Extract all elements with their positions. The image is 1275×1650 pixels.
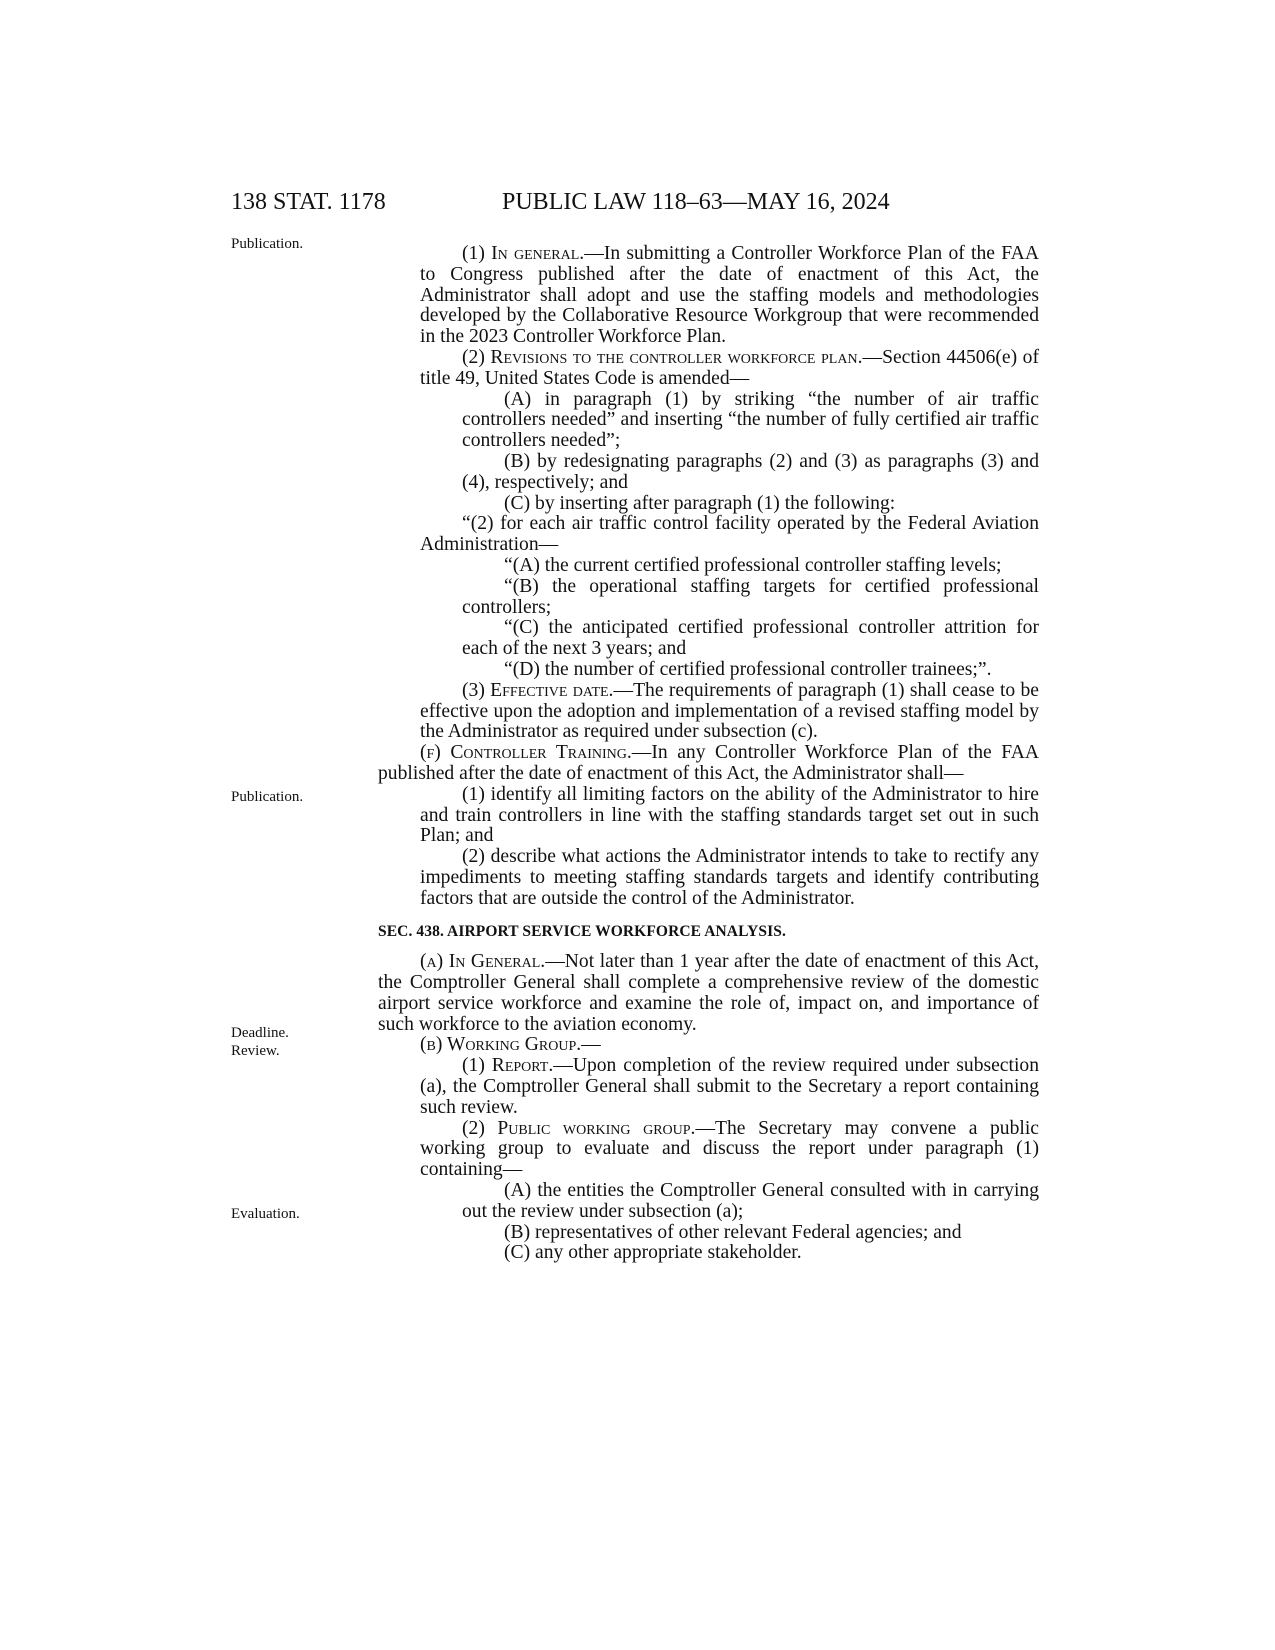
margin-note-deadline <box>231 1024 289 1060</box>
clause-b2C: (C) any other appropriate stakeholder. <box>504 1242 802 1264</box>
paragraph-text: —Section 44506(e) of title 49, United States Code is amended— <box>420 346 1039 389</box>
subsection-heading: (f) Controller Training. <box>420 742 632 764</box>
paragraph-f1: (1) identify all limiting factors on the ability of the Administrator to hire and train controllers in line with the staffing standards target set out in such Plan; and <box>420 783 1039 847</box>
running-title: PUBLIC LAW 118–63—MAY 16, 2024 <box>502 189 890 215</box>
subsection-text: —In any Controller Workforce Plan of the FAA published after the date of enactment of this Act, the Administrator shall— <box>378 742 1039 784</box>
quoted-clause-D: “(D) the number of certified professional controller trainees;”. <box>504 658 992 680</box>
paragraph-1 <box>378 244 1039 348</box>
quoted-clause-A: “(A) the current certified professional controller staffing levels; <box>504 554 1002 576</box>
clause-b2A: (A) the entities the Comptroller General consulted with in carrying out the review under subsection (a); <box>462 1180 1039 1222</box>
margin-note-publication: Publication. <box>231 789 304 805</box>
margin-note-publication: Publication. <box>231 236 304 252</box>
paragraph-b1 <box>378 1056 1039 1118</box>
clause-b2B: (B) representatives of other relevant Federal agencies; and <box>504 1221 962 1243</box>
clause-2A: (A) in paragraph (1) by striking “the number of air traffic controllers needed” and inserting “the number of fully certified air traffic controllers needed”; <box>462 388 1039 452</box>
paragraph-heading: (1) Report. <box>462 1055 554 1077</box>
subsection-f <box>378 743 1039 785</box>
clause-2B: (B) by redesignating paragraphs (2) and (3) as paragraphs (3) and (4), respectively; and <box>462 450 1039 493</box>
margin-note-deadline-text: Deadline. <box>231 1025 289 1041</box>
subsection-text: — <box>581 1034 601 1056</box>
paragraph-f2: (2) describe what actions the Administrator intends to take to rectify any impediments to meeting staffing standards targets and identify contributing factors that are outside the control of the Administrator. <box>420 846 1039 909</box>
paragraph-text: —Upon completion of the review required under subsection (a), the Comptroller General shall submit to the Secretary a report containing such review. <box>420 1055 1039 1118</box>
subsection-heading: (a) In General. <box>420 951 546 973</box>
subsection-text: —Not later than 1 year after the date of enactment of this Act, the Comptroller General shall complete a comprehensive review of the domestic airport service workforce and examine the role of, impact on, and importance of such workforce to the aviation economy. <box>378 951 1039 1035</box>
document-body <box>378 244 1039 1264</box>
paragraph-text: —The requirements of paragraph (1) shall cease to be effective upon the adoption and implementation of a revised staffing model by the Administrator as required under subsection (c). <box>420 679 1039 743</box>
subsection-b <box>378 1035 1039 1056</box>
margin-note-evaluation: Evaluation. <box>231 1206 300 1222</box>
clause-2C: (C) by inserting after paragraph (1) the following: <box>504 492 896 514</box>
paragraph-heading: (2) Revisions to the controller workforce plan. <box>462 346 863 368</box>
subsection-heading: (b) Working Group. <box>420 1034 582 1056</box>
paragraph-text: —The Secretary may convene a public working group to evaluate and discuss the report under paragraph (1) containing— <box>420 1117 1039 1181</box>
quoted-clause-C: “(C) the anticipated certified professional controller attrition for each of the next 3 years; and <box>462 617 1039 660</box>
paragraph-heading: (1) In general. <box>462 243 585 264</box>
paragraph-text: —In submitting a Controller Workforce Plan of the FAA to Congress published after the date of enactment of this Act, the Administrator shall adopt and use the staffing models and methodologies developed by the Collaborative Resource Workgroup that were recommended in the 2023 Controller Workforce Plan. <box>420 243 1039 348</box>
section-heading: SEC. 438. AIRPORT SERVICE WORKFORCE ANALYSIS. <box>378 922 786 940</box>
paragraph-b2 <box>378 1119 1039 1181</box>
subsection-a <box>378 952 1039 1035</box>
paragraph-heading: (3) Effective date. <box>462 679 614 701</box>
page-header <box>0 186 1275 218</box>
paragraph-2 <box>378 348 1039 390</box>
margin-note-review-text: Review. <box>231 1043 280 1059</box>
stat-page-number: 138 STAT. 1178 <box>231 189 386 215</box>
paragraph-3 <box>378 681 1039 743</box>
quoted-paragraph-2: “(2) for each air traffic control facility operated by the Federal Aviation Administration— <box>420 513 1039 556</box>
quoted-clause-B: “(B) the operational staffing targets for certified professional controllers; <box>462 575 1039 618</box>
paragraph-heading: (2) Public working group. <box>462 1117 696 1139</box>
